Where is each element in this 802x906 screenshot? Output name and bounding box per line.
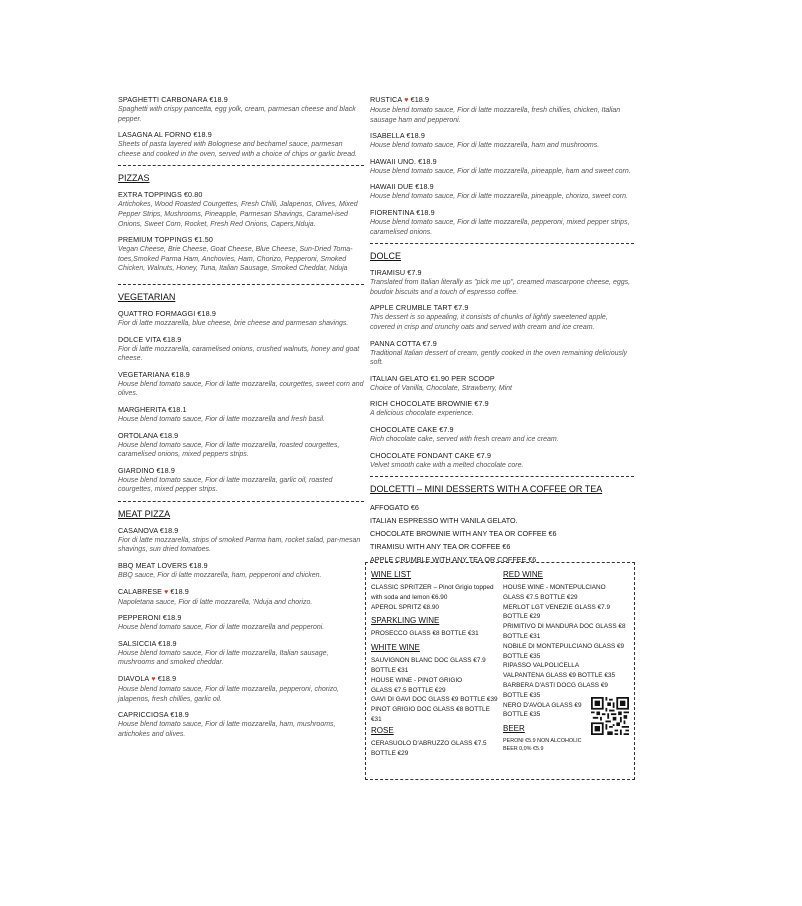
right-column (370, 95, 634, 566)
drink-line: CLASSIC SPRITZER – Pinot Grigio topped (371, 584, 494, 591)
drink-line: with soda and lemon €6.90 (371, 593, 448, 601)
menu-item-name: CASANOVA €18.9 (118, 525, 179, 535)
chili-pepper-icon: ♥ (149, 676, 158, 684)
menu-item (370, 208, 634, 237)
menu-item-description: Fior di latte mozzarella, blue cheese, brie cheese and parmesan shavings. (118, 319, 349, 327)
menu-item-name: HAWAII DUE €18.9 (370, 182, 434, 192)
meat-pizza-list (118, 526, 364, 740)
drinks-left-column (371, 569, 501, 758)
menu-item-price: €18.9 (157, 674, 177, 684)
drink-line: BOTTLE €35 (503, 652, 541, 660)
menu-item-description: BBQ sauce, Fior di latte mozzarella, ham, pepperoni and chicken. (118, 572, 322, 580)
drink-line: VALPANTENA GLASS €9 BOTTLE €35 (503, 672, 616, 680)
drink-line: HOUSE WINE - MONTEPULCIANO (503, 584, 606, 591)
pasta-list (118, 95, 364, 159)
dolcetti-item: CHOCOLATE BROWNIE WITH ANY TEA OR COFFEE €6 (370, 529, 557, 539)
menu-item-description: House blend tomato sauce, Fior di latte mozzarella, garlic oil, roasted courgettes, mixed pepper strips. (118, 476, 333, 494)
menu-item-description: House blend tomato sauce, Fior di latte mozzarella, pineapple, chorizo, sweet corn. (370, 193, 628, 201)
menu-item-description: House blend tomato sauce, Fior di latte mozzarella, roasted courgettes, caramelised onions, mixed peppers strips. (118, 441, 340, 459)
dolcetti-list (370, 501, 634, 566)
menu-item (370, 339, 634, 368)
pizzas-heading: PIZZAS (118, 173, 150, 184)
menu-item (118, 561, 364, 581)
menu-item (118, 587, 364, 608)
menu-item-description: A delicious chocolate experience. (370, 410, 474, 418)
divider (370, 243, 634, 244)
menu-item-name: ORTOLANA €18.9 (118, 430, 179, 440)
menu-item (118, 235, 364, 274)
drink-line: BOTTLE €31 (371, 666, 409, 674)
menu-item-description: Napoletana sauce, Fior di latte mozzarella, 'Nduja and chorizo. (118, 598, 313, 606)
drink-line: APEROL SPRITZ €8.90 (371, 603, 439, 611)
menu-item-name: QUATTRO FORMAGGI €18.9 (118, 308, 216, 318)
menu-item-description: House blend tomato sauce, Fior di latte mozzarella, pepperoni, mixed pepper strips, caramelised onions. (370, 218, 630, 236)
menu-item-description: House blend tomato sauce, Fior di latte mozzarella, courgettes, sweet corn and olives. (118, 380, 364, 398)
white-wine-heading: WHITE WINE (371, 643, 420, 653)
rose-heading: ROSE (371, 725, 394, 735)
chili-pepper-icon: ♥ (402, 97, 411, 104)
menu-item-description: Rich chocolate cake, served with fresh cream and ice cream. (370, 435, 559, 443)
drink-line: BOTTLE €29 (503, 613, 541, 621)
dolce-list (370, 268, 634, 470)
menu-item-name: LASAGNA AL FORNO €18.9 (118, 130, 212, 140)
left-column (118, 95, 364, 745)
drink-line: BOTTLE €29 (371, 749, 409, 757)
menu-item (370, 268, 634, 297)
sparkling-items (371, 629, 501, 639)
meat-pizza-heading: MEAT PIZZA (118, 508, 171, 519)
menu-item (118, 190, 364, 229)
menu-item-description: Spaghetti with crispy pancetta, egg yolk, cream, parmesan cheese and black pepper. (118, 106, 356, 123)
menu-item-description: House blend tomato sauce, Fior di latte mozzarella, Italian sausage, mushrooms and smoked cheddar. (118, 649, 329, 667)
menu-item-name: EXTRA TOPPINGS €0.80 (118, 190, 203, 200)
menu-item-name: TIRAMISU €7.9 (370, 268, 422, 278)
drink-line: BOTTLE €35 (503, 711, 541, 719)
drink-line: NERO D'AVOLA GLASS €9 (503, 701, 582, 709)
menu-item (370, 425, 634, 445)
menu-item-name: BBQ MEAT LOVERS €18.9 (118, 561, 208, 571)
menu-item (118, 405, 364, 425)
dolcetti-item: AFFOGATO €6 (370, 503, 419, 513)
menu-item-name: RICH CHOCOLATE BROWNIE €7.9 (370, 399, 489, 409)
toppings-list (118, 190, 364, 274)
divider (118, 501, 364, 502)
menu-item-description: Choice of Vanilla, Chocolate, Strawberry, Mint (370, 384, 513, 392)
menu-item-description: House blend tomato sauce, Fior di latte mozzarella, fresh chillies, chicken, Italian sausage ham and pepperoni. (370, 107, 621, 124)
dolcetti-item: TIRAMISU WITH ANY TEA OR COFFEE €6 (370, 542, 511, 552)
drink-line: CERASUOLO D'ABRUZZO GLASS €7.5 (371, 739, 487, 747)
sparkling-heading: SPARKLING WINE (371, 616, 440, 626)
drink-line: HOUSE WINE - PINOT GRIGIO (371, 676, 463, 684)
menu-item-name: ISABELLA €18.9 (370, 131, 425, 141)
menu-item-description: Fior di latte mozzarella, caramelised onions, crushed walnuts, honey and goat cheese. (118, 345, 360, 363)
menu-item-name: PREMIUM TOPPINGS €1.50 (118, 235, 214, 245)
menu-item (370, 303, 634, 332)
menu-item-description: House blend tomato sauce, Fior di latte mozzarella and fresh basil. (118, 415, 325, 423)
drink-line: GLASS €7.5 BOTTLE €29 (503, 593, 578, 601)
menu-item (118, 370, 364, 399)
drink-line: BOTTLE €31 (503, 632, 541, 640)
menu-item (118, 335, 364, 364)
menu-item (118, 309, 364, 329)
menu-item-description: House blend tomato sauce, Fior di latte mozzarella, pepperoni, chorizo, jalapenos, fresh chillies, garlic oil. (118, 686, 340, 703)
dolcetti-item: ITALIAN ESPRESSO WITH VANILA GELATO. (370, 516, 518, 526)
menu-item (118, 613, 364, 633)
drink-line: RIPASSO VALPOLICELLA (503, 662, 580, 670)
qr-code-icon[interactable] (591, 697, 629, 735)
menu-item-description: House blend tomato sauce, Fior di latte mozzarella, ham, mushrooms, artichokes and olives. (118, 721, 336, 738)
drink-line: PRIMITIVO DI MANDURA DOC GLASS €8 (503, 623, 626, 631)
drinks-box (365, 562, 635, 780)
beer-items (503, 737, 631, 753)
menu-item-description: House blend tomato sauce, Fior di latte mozzarella, pineapple, ham and sweet corn. (370, 167, 631, 175)
divider (118, 284, 364, 285)
menu-item-name: ITALIAN GELATO €1.90 PER SCOOP (370, 373, 495, 383)
dolcetti-item: APPLE CRUMBLE WITH ANY TEA OR COFFEE €6 (370, 555, 537, 565)
drink-line: SAUVIGNON BLANC DOC GLASS €7.9 (371, 657, 486, 665)
menu-item-description: House blend tomato sauce, Fior di latte mozzarella, ham and mushrooms. (370, 142, 600, 150)
menu-item-name: RUSTICA ♥ €18.9 (370, 95, 430, 104)
menu-item (118, 431, 364, 460)
drink-line: BOTTLE €35 (503, 691, 541, 699)
drink-line: PROSECCO GLASS €8 BOTTLE €31 (371, 630, 479, 638)
menu-item-name: MARGHERITA €18.1 (118, 404, 187, 414)
white-wine-items (371, 656, 501, 725)
wine-list-heading: WINE LIST (371, 570, 412, 579)
menu-item-name: FIORENTINA €18.9 (370, 207, 435, 217)
menu-item-name: CAPRICCIOSA €18.9 (118, 710, 189, 720)
menu-item (118, 639, 364, 668)
menu-item-name: CHOCOLATE FONDANT CAKE €7.9 (370, 450, 492, 460)
menu-item-name: PEPPERONI €18.9 (118, 613, 182, 623)
drink-line: GAVI DI GAVI DOC GLASS €9 BOTTLE €39 (371, 696, 498, 704)
menu-item (118, 674, 364, 704)
menu-item (370, 374, 634, 394)
drink-line: GLASS €7.5 BOTTLE €29 (371, 686, 446, 694)
drink-line: PINOT GRIGIO DOC GLASS €8 BOTTLE €31 (371, 706, 490, 723)
menu-item (370, 131, 634, 151)
menu-item-price: €18.9 (410, 95, 430, 104)
menu-item-name: DIAVOLA ♥ €18.9 (118, 674, 177, 684)
menu-item (118, 710, 364, 739)
menu-item-name: DOLCE VITA €18.9 (118, 334, 182, 344)
drink-line: PERONI €5.9 NON ALCOHOLIC (503, 738, 582, 745)
dolcetti-heading: DOLCETTI – MINI DESSERTS WITH A COFFEE OR TEA (370, 484, 603, 495)
menu-item-name: GIARDINO €18.9 (118, 465, 175, 475)
menu-item-description: This dessert is so appealing, it consists of chunks of lightly sweetened apple, covered in crisp and crunchy oats and served with cream and ice cream. (370, 314, 608, 331)
divider (118, 165, 364, 166)
menu-item-name: HAWAII UNO. €18.9 (370, 156, 437, 166)
menu-item-name: SALSICCIA €18.9 (118, 638, 177, 648)
drink-line: BARBERA D'ASTI DOCG GLASS €9 (503, 681, 608, 689)
menu-item-name: SPAGHETTI CARBONARA €18.9 (118, 95, 228, 104)
beer-heading: BEER (503, 724, 525, 734)
menu-item-description: Fior di latte mozzarella, strips of smoked Parma ham, rocket salad, par-mesan shavings, sun dried tomatoes. (118, 536, 361, 554)
menu-item-description: Vegan Cheese, Brie Cheese, Goat Cheese, Blue Cheese, Sun-Dried Toma-toes,Smoked Parma Ham, Anchovies, Ham, Chorizo, Pepperoni, Smoked Chicken, Walnuts, Honey, Tuna, Italian Sausage, Smoked Cheddar, Nduja (118, 246, 353, 273)
menu-item-description: Velvet smooth cake with a melted chocolate core. (370, 461, 524, 469)
menu-item-description: Traditional Italian dessert of cream, gently cooked in the oven remaining deliciously soft. (370, 349, 628, 367)
menu-item-name: PANNA COTTA €7.9 (370, 338, 437, 348)
menu-item-description: Translated from Italian literally as "pick me up", creamed mascarpone cheese, eggs, boudoir biscuits and a touch of espresso coffee. (370, 279, 631, 296)
menu-item-name: CALABRESE ♥ €18.9 (118, 586, 189, 596)
drink-line: BEER 0,0% €5.9 (503, 746, 544, 753)
menu-item-name: VEGETARIANA €18.9 (118, 369, 190, 379)
chili-pepper-icon: ♥ (162, 588, 171, 596)
menu-item (370, 451, 634, 471)
menu-item (118, 130, 364, 159)
menu-item (370, 182, 634, 202)
menu-item-description: House blend tomato sauce, Fior di latte mozzarella and pepperoni. (118, 624, 325, 632)
divider (370, 476, 634, 477)
menu-item (370, 399, 634, 419)
menu-item-name: CHOCOLATE CAKE €7.9 (370, 424, 454, 434)
menu-item (118, 466, 364, 495)
wine-list-items (371, 583, 501, 612)
menu-item (370, 95, 634, 125)
menu-item-name: APPLE CRUMBLE TART €7.9 (370, 303, 469, 313)
rose-items (371, 739, 501, 759)
dolce-heading: DOLCE (370, 251, 402, 262)
vegetarian-heading: VEGETARIAN (118, 291, 176, 302)
menu-item (370, 157, 634, 177)
menu-item-description: Artichokes, Wood Roasted Courgettes, Fresh Chilli, Jalapenos, Olives, Mixed Pepper Strips, Mushrooms, Pineapple, Parmesan Shavings, Caramel-ised Onions, Sweet Corn, Rocket, Fresh Red Onions, Capers,Nduja. (118, 201, 358, 228)
menu-item (118, 526, 364, 555)
drink-line: MERLOT LGT VENEZIE GLASS €7.9 (503, 603, 611, 611)
red-wine-heading: RED WINE (503, 570, 543, 579)
menu-item-price: €18.9 (170, 586, 189, 596)
menu-item (118, 95, 364, 124)
drink-line: NOBILE DI MONTEPULCIANO GLASS €9 (503, 642, 625, 650)
menu-item-description: Sheets of pasta layered with Bolognese and bechamel sauce, parmesan cheese and cooked in the oven, served with a choice of chips or garlic bread. (118, 141, 357, 158)
pizza-list-continued (370, 95, 634, 237)
vegetarian-list (118, 309, 364, 495)
